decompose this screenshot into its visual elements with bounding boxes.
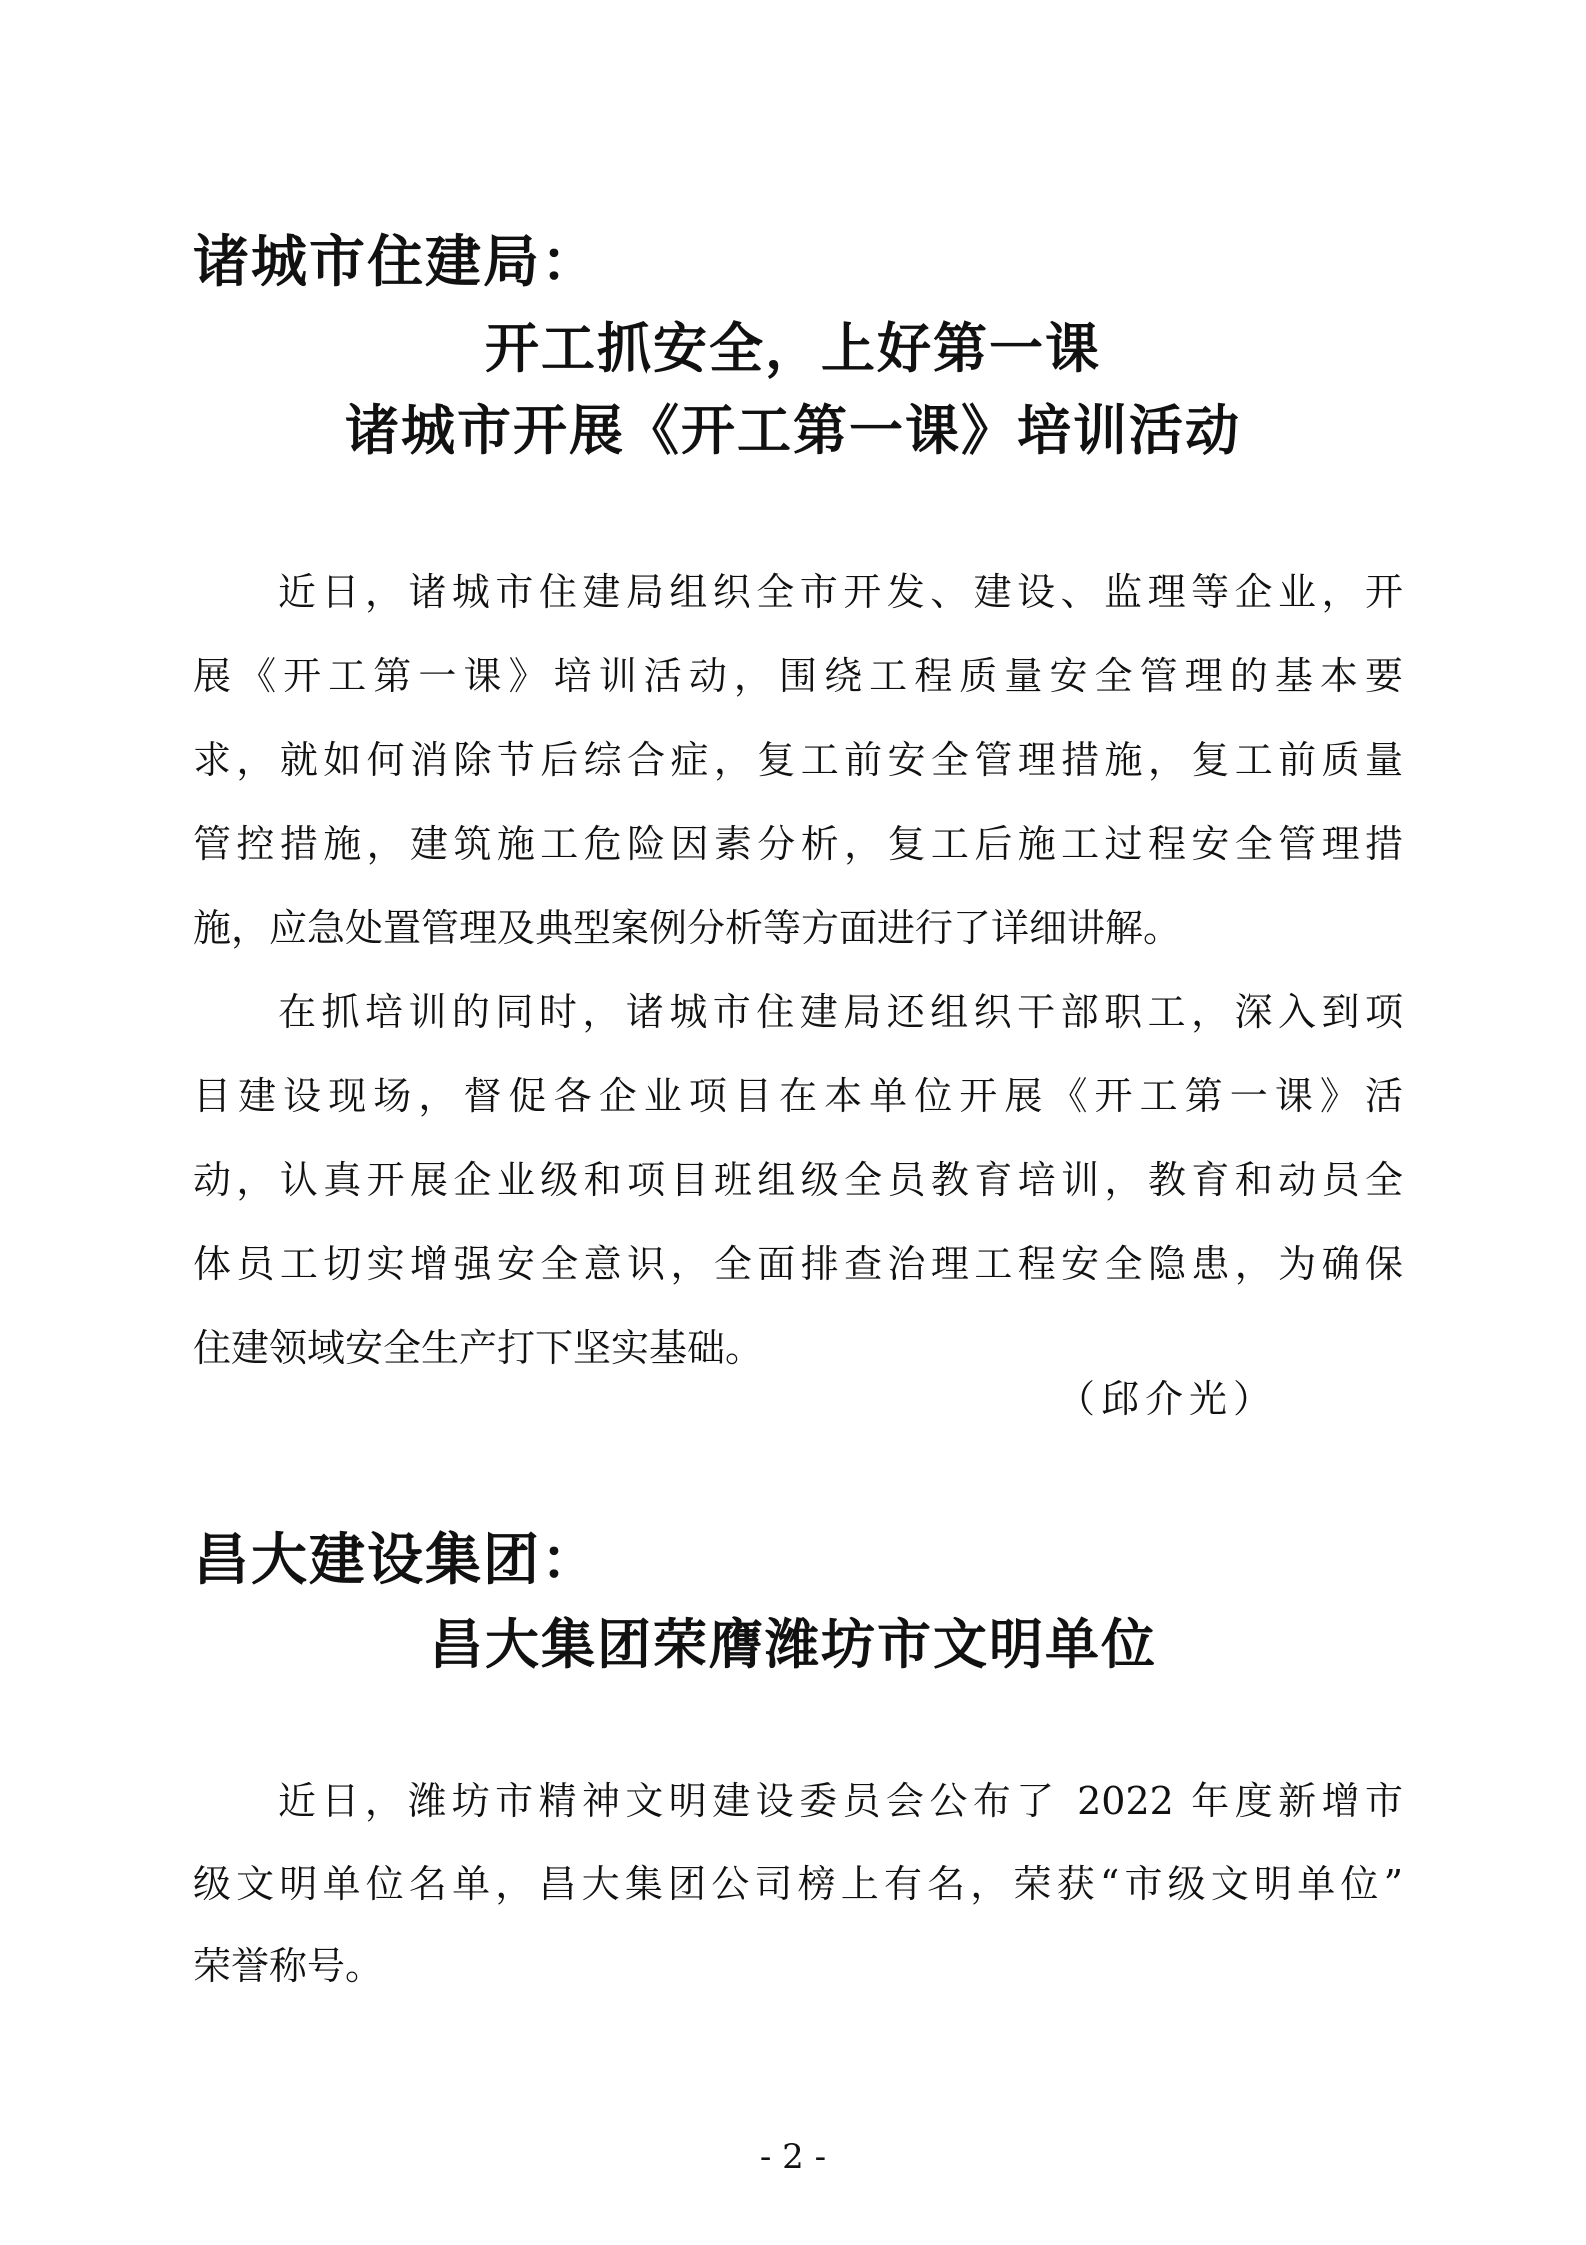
paragraph-line: 施，应急处置管理及典型案例分析等方面进行了详细讲解。 <box>193 906 1182 950</box>
paragraph-line: 住建领域安全生产打下坚实基础。 <box>193 1326 764 1370</box>
paragraph-line: 在抓培训的同时，诸城市住建局还组织干部职工，深入到项 <box>278 990 1403 1034</box>
page-number: - 2 - <box>759 2137 827 2177</box>
paragraph-line: 近日，诸城市住建局组织全市开发、建设、监理等企业，开 <box>278 570 1403 614</box>
paragraph-line: 求，就如何消除节后综合症，复工前安全管理措施，复工前质量 <box>193 738 1403 782</box>
paragraph-line: 动，认真开展企业级和项目班组级全员教育培训，教育和动员全 <box>193 1158 1403 1202</box>
paragraph-line: 级文明单位名单，昌大集团公司榜上有名，荣获“市级文明单位” <box>193 1862 1403 1906</box>
section-heading-changda: 昌大建设集团： <box>193 1527 599 1593</box>
article-title-line-2: 诸城市开展《开工第一课》培训活动 <box>345 398 1241 462</box>
paragraph-line: 近日，潍坊市精神文明建设委员会公布了 2022 年度新增市 <box>278 1779 1403 1823</box>
paragraph-line: 展《开工第一课》培训活动，围绕工程质量安全管理的基本要 <box>193 654 1403 698</box>
article-title-line-1: 开工抓安全，上好第一课 <box>485 316 1101 380</box>
paragraph-line: 体员工切实增强安全意识，全面排查治理工程安全隐患，为确保 <box>193 1242 1403 1286</box>
article-title: 昌大集团荣膺潍坊市文明单位 <box>429 1612 1157 1676</box>
author-byline: （邱介光） <box>1057 1377 1278 1421</box>
paragraph-line: 管控措施，建筑施工危险因素分析，复工后施工过程安全管理措 <box>193 822 1403 866</box>
section-heading-zhucheng: 诸城市住建局： <box>193 229 599 295</box>
paragraph-line: 目建设现场，督促各企业项目在本单位开展《开工第一课》活 <box>193 1074 1403 1118</box>
paragraph-line: 荣誉称号。 <box>193 1944 384 1988</box>
